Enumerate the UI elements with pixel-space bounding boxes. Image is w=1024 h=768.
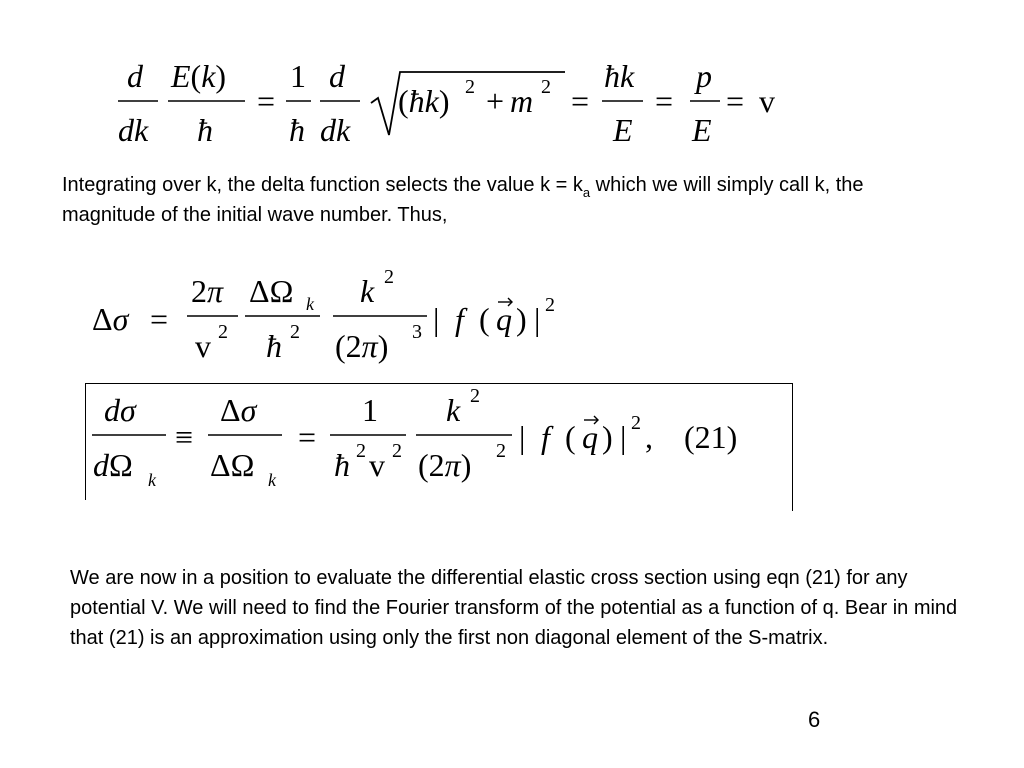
paragraph-integrating-text: Integrating over k, the delta function selects the value k = k: [62, 174, 583, 196]
svg-text:(2π): (2π): [418, 447, 472, 483]
svg-text:ħ: ħ: [266, 328, 282, 364]
svg-text:dΩ: dΩ: [93, 447, 133, 483]
svg-text:d: d: [127, 58, 143, 94]
svg-text:=: =: [571, 83, 590, 119]
svg-text:≡: ≡: [175, 419, 194, 455]
svg-text:k: k: [360, 273, 375, 309]
svg-text:,: ,: [645, 419, 653, 455]
svg-text:k: k: [306, 294, 314, 314]
svg-text:ħ: ħ: [289, 112, 305, 148]
svg-text:+: +: [486, 83, 505, 119]
svg-text:2: 2: [545, 294, 555, 316]
svg-text:(ħk): (ħk): [398, 83, 450, 119]
svg-text:(: (: [479, 301, 490, 337]
svg-text:d: d: [329, 58, 345, 94]
svg-text:2π: 2π: [191, 273, 224, 309]
svg-text:E(k): E(k): [171, 58, 227, 94]
svg-text:|: |: [534, 301, 541, 337]
svg-text:f: f: [541, 419, 550, 455]
svg-text:k: k: [268, 470, 276, 490]
svg-text:(2π): (2π): [335, 328, 389, 364]
svg-text:q: q: [582, 419, 598, 455]
svg-text:2: 2: [465, 76, 475, 98]
svg-text:3: 3: [412, 321, 422, 343]
svg-text:|: |: [433, 301, 440, 337]
svg-text:v: v: [759, 83, 775, 119]
svg-text:): ): [602, 419, 613, 455]
svg-text:1: 1: [290, 58, 306, 94]
subscript-a: a: [582, 185, 591, 200]
svg-text:v: v: [195, 328, 211, 364]
svg-text:2: 2: [384, 266, 394, 288]
svg-text:=: =: [150, 301, 169, 337]
svg-text:|: |: [519, 419, 526, 455]
svg-text:ΔΩ: ΔΩ: [210, 447, 255, 483]
svg-text:ħk: ħk: [604, 58, 635, 94]
svg-text:2: 2: [541, 76, 551, 98]
paragraph-cross-section: We are now in a position to evaluate the differential elastic cross section using eqn (21) for any potential V. We will need to find the Fourier transform of the potential as a function of q. Bear in mind that (21) is an approximation using only the first non diagonal element of the S-matrix.: [70, 567, 958, 649]
svg-text:=: =: [726, 83, 745, 119]
svg-text:E: E: [692, 112, 712, 148]
svg-text:1: 1: [362, 392, 378, 428]
svg-text:=: =: [655, 83, 674, 119]
svg-text:=: =: [257, 83, 276, 119]
svg-text:f: f: [455, 301, 464, 337]
svg-text:(: (: [565, 419, 576, 455]
paragraph-integrating-rest: which we will simply call k, the magnitude of the initial wave number. Thus,: [62, 174, 864, 226]
svg-text:E: E: [613, 112, 633, 148]
svg-text:=: =: [298, 419, 317, 455]
svg-text:v: v: [369, 447, 385, 483]
svg-text:2: 2: [631, 412, 641, 434]
svg-text:k: k: [148, 470, 156, 490]
svg-text:2: 2: [356, 440, 366, 462]
svg-text:dσ: dσ: [104, 392, 136, 428]
svg-text:|: |: [620, 419, 627, 455]
svg-text:dk: dk: [118, 112, 149, 148]
svg-text:q: q: [496, 301, 512, 337]
svg-text:ΔΩ: ΔΩ: [249, 273, 294, 309]
svg-text:dk: dk: [320, 112, 351, 148]
svg-text:Δσ: Δσ: [220, 392, 257, 428]
svg-text:2: 2: [392, 440, 402, 462]
page-number: 6: [808, 707, 821, 732]
svg-text:ħ: ħ: [197, 112, 213, 148]
svg-text:m: m: [510, 83, 534, 119]
svg-text:p: p: [696, 58, 712, 94]
svg-text:): ): [516, 301, 527, 337]
svg-text:Δσ: Δσ: [92, 301, 129, 337]
equation-21-label: (21): [684, 419, 738, 455]
svg-text:k: k: [446, 392, 461, 428]
svg-text:2: 2: [496, 440, 506, 462]
svg-text:ħ: ħ: [334, 447, 350, 483]
svg-text:2: 2: [470, 385, 480, 407]
svg-text:2: 2: [218, 321, 228, 343]
svg-text:2: 2: [290, 321, 300, 343]
